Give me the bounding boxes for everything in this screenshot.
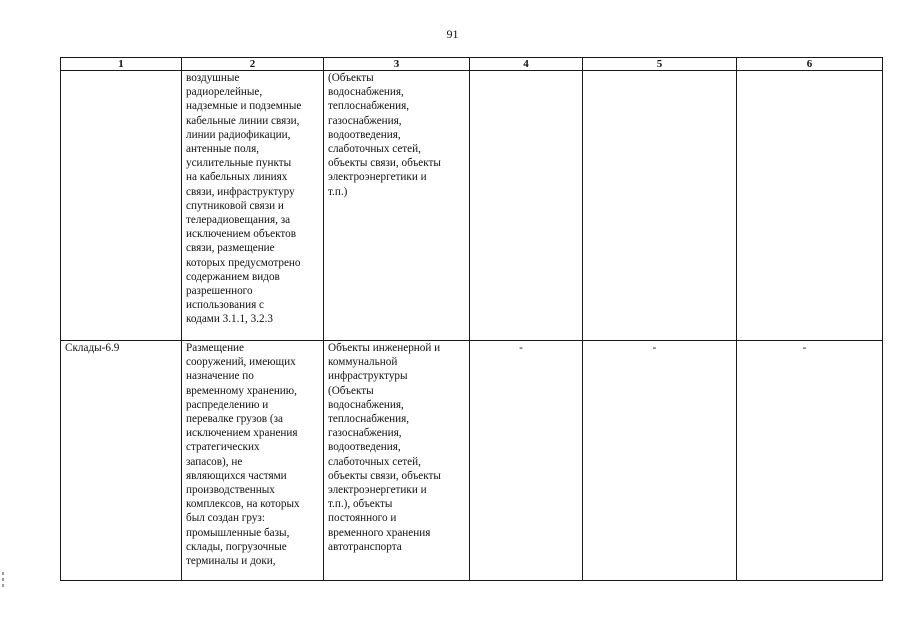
column-header-2: 2 [182,58,324,71]
column-header-1: 1 [61,58,182,71]
cell-auxiliary-uses: (Объекты водоснабжения, теплоснабжения, газоснабжения, водоотведения, слаботочных сетей, объекты связи, объекты электроэнергетики и т.п.) [324,71,470,341]
column-header-3: 3 [324,58,470,71]
table-row [61,341,883,581]
cell-col-4: - [470,341,583,581]
cell-col-4 [470,71,583,341]
table-row [61,71,883,341]
cell-col-6: - [737,341,883,581]
column-header-6: 6 [737,58,883,71]
cell-col-5 [583,71,737,341]
cell-col-6 [737,71,883,341]
scan-artifact [2,578,4,581]
cell-col-5: - [583,341,737,581]
scan-artifact [2,584,4,587]
column-header-4: 4 [470,58,583,71]
cell-use-type [61,71,182,341]
page-number: 91 [446,27,459,41]
column-header-5: 5 [583,58,737,71]
cell-use-description: Размещение сооружений, имеющих назначение по временному хранению, распределению и перевалке грузов (за исключением хранения стратегических запасов), не являющихся частями производственных комплексов, на которых был создан груз: промышленные базы, склады, погрузочные терминалы и доки, [182,341,324,581]
regulations-table [60,57,883,581]
cell-use-description: воздушные радиорелейные, надземные и подземные кабельные линии связи, линии радиофикации, антенные поля, усилительные пункты на кабельных линиях связи, инфраструктуру спутниковой связи и телерадиовещания, за исключением объектов связи, размещение которых предусмотрено содержанием видов разрешенного использования с кодами 3.1.1, 3.2.3 [182,71,324,341]
cell-auxiliary-uses: Объекты инженерной и коммунальной инфраструктуры (Объекты водоснабжения, теплоснабжения, газоснабжения, водоотведения, слаботочных сетей, объекты связи, объекты электроэнергетики и т.п.), объекты постоянного и временного хранения автотранспорта [324,341,470,581]
scan-artifact [2,572,4,575]
table-header-row [61,58,883,71]
cell-use-type: Склады-6.9 [61,341,182,581]
